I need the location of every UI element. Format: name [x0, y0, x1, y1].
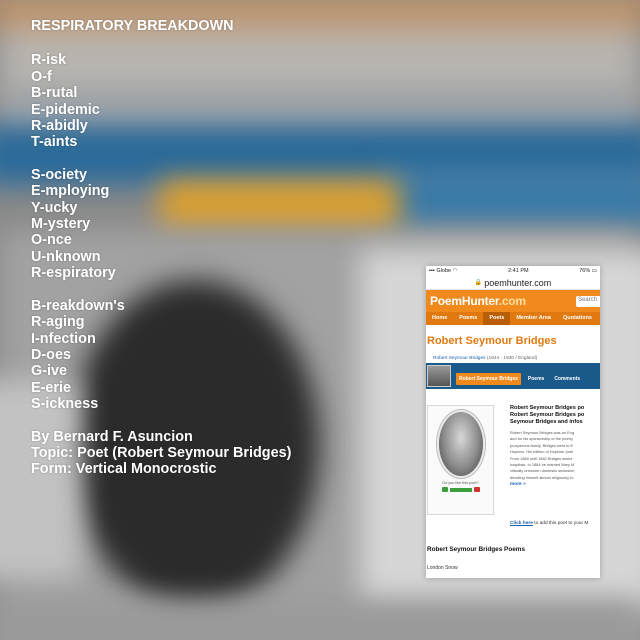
status-time: 2:41 PM	[508, 268, 529, 274]
bio-text: Robert Seymour Bridges was an Eng and for his sponsorship of the poetry prosperous family, Bridges went to E Hopkins. His edition of Hopkins' poet From 1869 until 1882 Bridges worke hospitals. In 1884 he married Mary M virtually unbroken domestic seclusion devoting himself almost religiously to	[510, 430, 575, 480]
tab-poems[interactable]: Poems	[527, 376, 545, 382]
author-tab-bar	[426, 363, 600, 389]
stanza-2	[31, 167, 391, 282]
battery-indicator: 76% ▭	[579, 268, 597, 274]
tab-author[interactable]: Robert Seymour Bridges	[456, 373, 521, 385]
poem-list-item[interactable]: London Snow	[427, 565, 458, 571]
poem-block	[31, 18, 391, 478]
site-logo[interactable]: PoemHunter.com	[430, 294, 526, 308]
wifi-icon: ◠	[452, 268, 458, 274]
url-text: poemhunter.com	[484, 277, 552, 288]
author-thumbnail	[427, 365, 451, 387]
poem-title: RESPIRATORY BREAKDOWN	[31, 18, 234, 34]
like-controls	[428, 487, 493, 492]
poem-line: R-isk	[31, 52, 67, 69]
thumbs-down-icon[interactable]	[474, 487, 480, 492]
poems-section-heading: Robert Seymour Bridges Poems	[427, 546, 526, 553]
nav-member-area[interactable]: Member Area	[516, 315, 551, 321]
site-nav	[426, 312, 600, 325]
nav-poems[interactable]: Poems	[459, 315, 478, 321]
author-page-title: Robert Seymour Bridges	[427, 335, 557, 347]
thumbs-up-icon[interactable]	[442, 487, 448, 492]
poem-line: R-abidly	[31, 118, 88, 135]
author-credit: By Bernard F. Asuncion	[31, 428, 193, 445]
poem-line: S-ociety	[31, 166, 87, 183]
nav-quotations[interactable]: Quotations	[562, 315, 592, 321]
tab-comments[interactable]: Comments	[554, 376, 581, 382]
click-here-link[interactable]: Click here	[510, 521, 533, 526]
poem-line: S-ickness	[31, 396, 99, 413]
author-meta: Robert Seymour Bridges (1844 - 1930 / England)	[433, 356, 538, 361]
poem-line: G-ive	[31, 363, 67, 380]
poem-line: Y-ucky	[31, 199, 78, 216]
nav-home[interactable]: Home	[432, 315, 448, 321]
poem-line: U-nknown	[31, 248, 101, 265]
poem-line: R-espiratory	[31, 265, 116, 282]
portrait-card	[427, 405, 494, 515]
poem-credits	[31, 429, 391, 478]
like-label: Do you like this poet?	[442, 481, 479, 485]
site-search-input[interactable]: Search	[576, 296, 600, 307]
like-ratio-bar	[450, 488, 472, 492]
author-content	[426, 389, 600, 529]
poem-line: I-nfection	[31, 330, 96, 347]
poem-line: B-reakdown's	[31, 297, 125, 314]
more-link[interactable]: more »	[510, 482, 526, 488]
form-credit: Form: Vertical Monocrostic	[31, 461, 217, 478]
carrier-label: ▪▪▪ Globe ◠	[429, 268, 458, 274]
stanza-3	[31, 298, 391, 413]
battery-icon: ▭	[591, 268, 597, 274]
status-bar	[426, 266, 600, 276]
poem-line: T-aints	[31, 134, 78, 151]
add-poet-text: Click here to add this poet to your M	[510, 521, 589, 526]
author-meta-link[interactable]: Robert Seymour Bridges	[433, 356, 486, 361]
poem-line: B-rutal	[31, 85, 78, 102]
bio-section	[510, 405, 600, 487]
bg-region-bottom	[0, 600, 640, 640]
url-bar[interactable]	[426, 276, 600, 290]
poem-line: M-ystery	[31, 216, 91, 233]
bio-heading: Robert Seymour Bridges po Robert Seymour Bridges po Seymour Bridges and infos	[510, 405, 585, 425]
topic-credit: Topic: Poet (Robert Seymour Bridges)	[31, 444, 292, 461]
poem-line: E-erie	[31, 379, 71, 396]
lock-icon: 🔒	[474, 280, 483, 286]
signal-icon: ▪▪▪	[429, 268, 435, 274]
stanza-1	[31, 52, 391, 150]
poem-line: E-mploying	[31, 183, 110, 200]
poem-line: E-pidemic	[31, 101, 100, 118]
poem-line: R-aging	[31, 314, 85, 331]
site-header	[426, 290, 600, 312]
poem-line: O-f	[31, 68, 52, 85]
poem-line: D-oes	[31, 346, 71, 363]
bg-region-blue-right	[380, 170, 640, 230]
nav-poets[interactable]: Poets	[483, 312, 510, 325]
poem-line: O-nce	[31, 232, 72, 249]
phone-screenshot	[426, 266, 600, 578]
author-portrait	[437, 410, 485, 478]
